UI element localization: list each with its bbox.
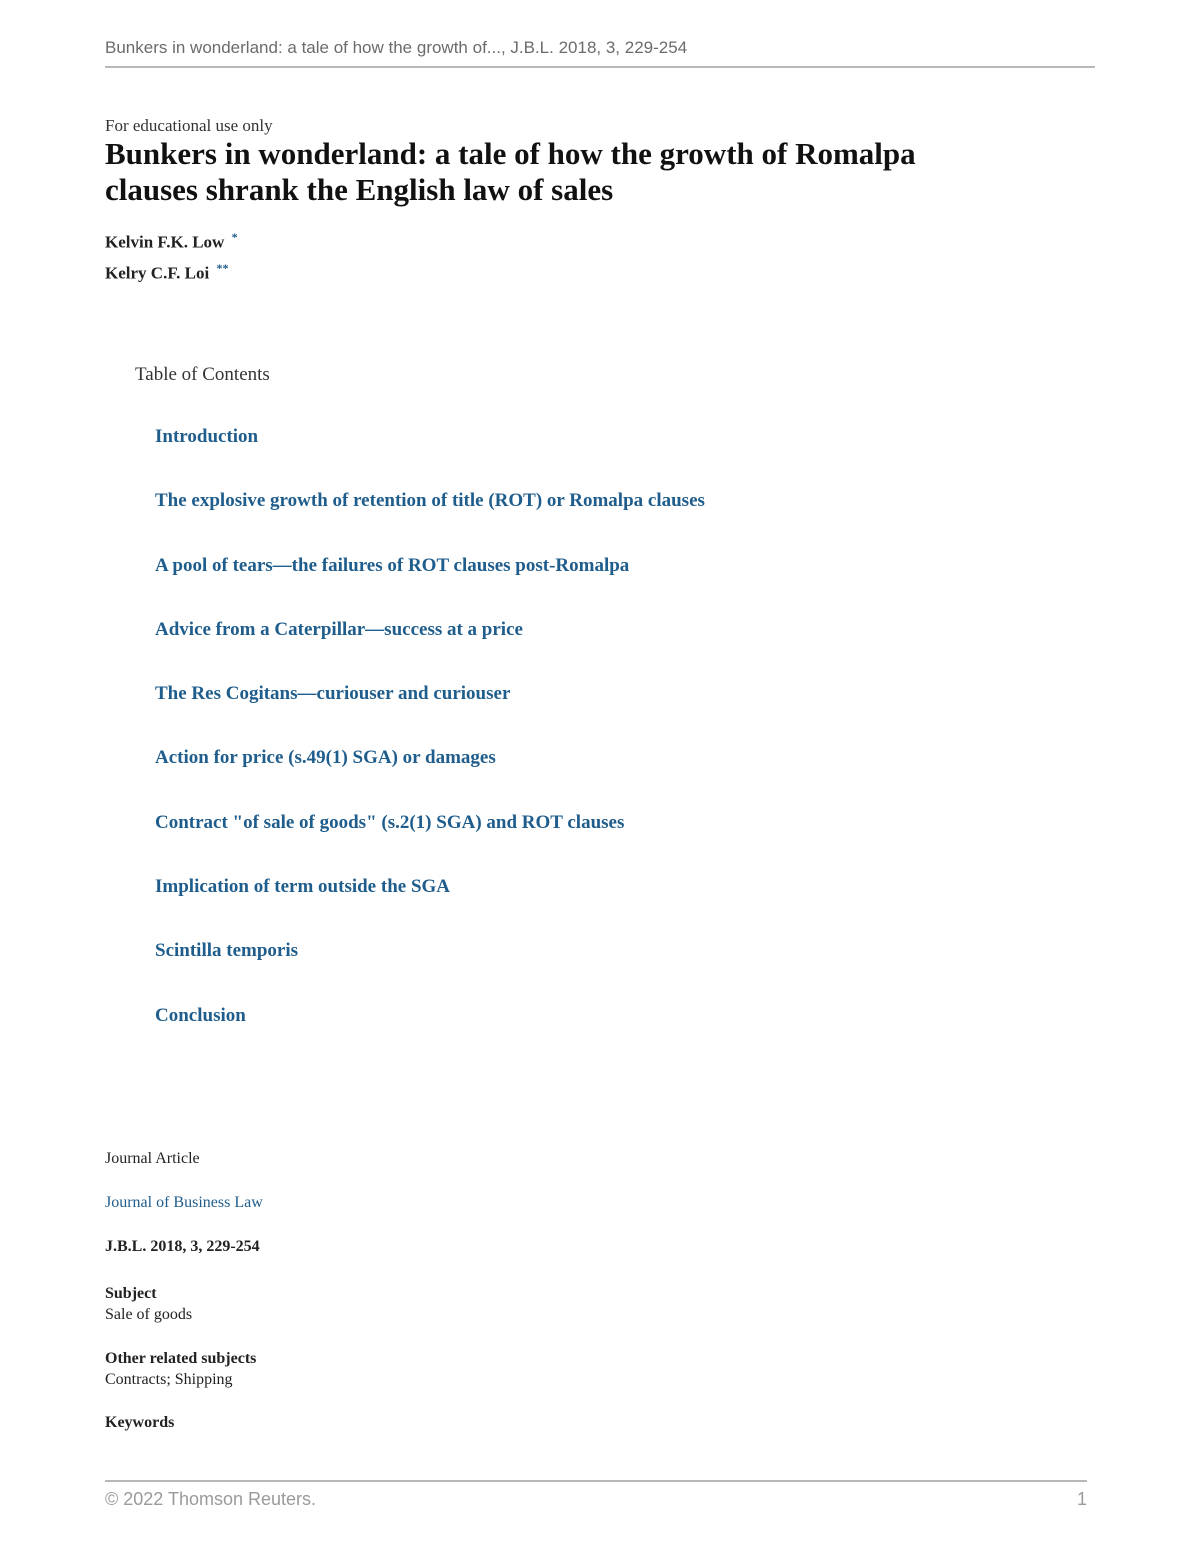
other-subjects-label: Other related subjects <box>105 1350 257 1367</box>
author-2 <box>105 261 228 284</box>
toc-link-scintilla-temporis[interactable]: Scintilla temporis <box>155 940 299 962</box>
subject-value: Sale of goods <box>105 1306 193 1323</box>
toc-link-introduction[interactable]: Introduction <box>155 426 259 447</box>
author-footnote-link[interactable]: * <box>231 230 238 244</box>
toc-heading: Table of Contents <box>135 364 270 385</box>
other-subjects-value: Contracts; Shipping <box>105 1371 233 1388</box>
copyright-notice: © 2022 Thomson Reuters. <box>105 1489 317 1509</box>
toc-link-implication-of-term[interactable]: Implication of term outside the SGA <box>155 876 451 898</box>
other-subjects-section <box>105 1348 256 1390</box>
educational-use-note: For educational use only <box>105 116 273 135</box>
author-name: Kelvin F.K. Low <box>105 232 225 252</box>
toc-link-res-cogitans[interactable]: The Res Cogitans—curiouser and curiouser <box>155 683 511 705</box>
document-type: Journal Article <box>105 1150 200 1167</box>
footer-divider <box>105 1480 1087 1482</box>
running-header: Bunkers in wonderland: a tale of how the growth of..., J.B.L. 2018, 3, 229-254 <box>105 38 688 57</box>
author-name: Kelry C.F. Loi <box>105 263 210 283</box>
citation: J.B.L. 2018, 3, 229-254 <box>105 1238 260 1255</box>
journal-link[interactable]: Journal of Business Law <box>105 1194 263 1211</box>
keywords-label: Keywords <box>105 1414 175 1431</box>
subject-section <box>105 1283 192 1325</box>
toc-link-caterpillar[interactable]: Advice from a Caterpillar—success at a price <box>155 618 523 640</box>
toc-link-conclusion[interactable]: Conclusion <box>155 1004 246 1026</box>
header-divider <box>105 66 1095 68</box>
article-title: Bunkers in wonderland: a tale of how the growth of Romalpa clauses shrank the English law of sales <box>105 136 916 207</box>
subject-label: Subject <box>105 1285 157 1302</box>
table-of-contents <box>155 426 705 1069</box>
author-1 <box>105 230 238 253</box>
toc-link-contract-of-sale[interactable]: Contract "of sale of goods" (s.2(1) SGA) and ROT clauses <box>155 811 625 833</box>
toc-link-explosive-growth[interactable]: The explosive growth of retention of title (ROT) or Romalpa clauses <box>155 490 705 512</box>
page-number: 1 <box>1076 1489 1087 1509</box>
toc-link-pool-of-tears[interactable]: A pool of tears—the failures of ROT clauses post-Romalpa <box>155 554 630 576</box>
author-footnote-link[interactable]: ** <box>216 261 229 275</box>
toc-link-action-for-price[interactable]: Action for price (s.49(1) SGA) or damages <box>155 747 496 769</box>
